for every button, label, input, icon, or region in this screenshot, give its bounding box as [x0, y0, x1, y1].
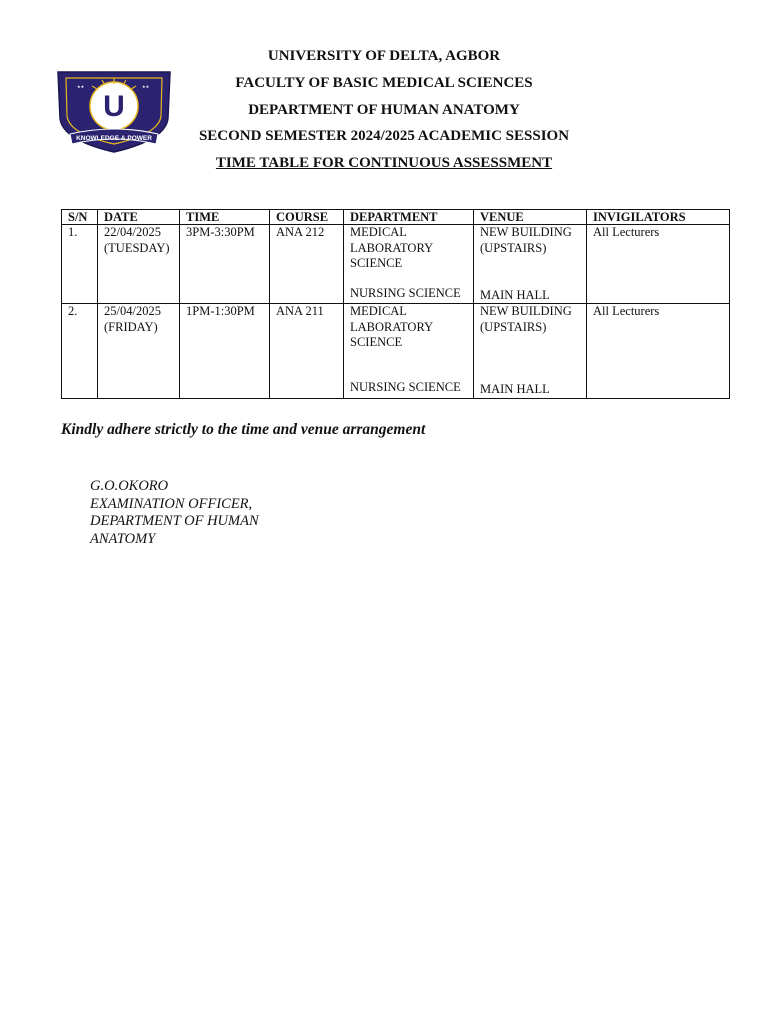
header-course: COURSE	[270, 210, 344, 225]
cell-date	[98, 225, 180, 304]
dept-line: MEDICAL	[350, 304, 407, 318]
cell-day-value: (TUESDAY)	[104, 240, 170, 255]
cell-time: 3PM-3:30PM	[180, 225, 270, 304]
cell-course: ANA 212	[270, 225, 344, 304]
venue-line: (UPSTAIRS)	[480, 319, 547, 334]
cell-course: ANA 211	[270, 304, 344, 399]
cell-venue	[474, 225, 587, 304]
university-name: UNIVERSITY OF DELTA, AGBOR	[267, 48, 501, 64]
header-department: DEPARTMENT	[344, 210, 474, 225]
cell-department	[344, 304, 474, 399]
cell-date-value: 25/04/2025	[104, 304, 161, 318]
document-title-text: TIME TABLE FOR CONTINUOUS ASSESSMENT	[215, 155, 553, 171]
cell-time: 1PM-1:30PM	[180, 304, 270, 399]
cell-venue	[474, 304, 587, 399]
cell-invigilators: All Lecturers	[587, 304, 730, 399]
logo-motto: KNOWLEDGE & POWER	[76, 135, 152, 142]
cell-department	[344, 225, 474, 304]
document-title	[0, 153, 768, 173]
faculty-name: FACULTY OF BASIC MEDICAL SCIENCES	[235, 75, 533, 91]
dept-second: NURSING SCIENCE	[350, 379, 461, 394]
header-sn: S/N	[62, 210, 98, 225]
venue-second: MAIN HALL	[480, 381, 550, 396]
dept-second: NURSING SCIENCE	[350, 285, 461, 300]
cell-sn: 2.	[62, 304, 98, 399]
venue-line: NEW BUILDING	[480, 304, 572, 318]
dept-line: SCIENCE	[350, 256, 403, 270]
venue-line: (UPSTAIRS)	[480, 240, 547, 255]
header-time: TIME	[180, 210, 270, 225]
svg-text:★★: ★★	[142, 84, 150, 89]
header-invigilators: INVIGILATORS	[587, 210, 730, 225]
table-header-row	[62, 210, 730, 225]
table-row	[62, 304, 730, 399]
dept-line: SCIENCE	[350, 335, 403, 349]
cell-sn: 1.	[62, 225, 98, 304]
dept-line: LABORATORY	[350, 319, 434, 334]
department-name: DEPARTMENT OF HUMAN ANATOMY	[248, 102, 520, 118]
dept-line: MEDICAL	[350, 225, 407, 239]
instruction-note: Kindly adhere strictly to the time and venue arrangement	[61, 421, 426, 438]
table-row	[62, 225, 730, 304]
venue-line: NEW BUILDING	[480, 225, 572, 239]
header-venue: VENUE	[474, 210, 587, 225]
signatory-title-line: DEPARTMENT OF HUMAN	[90, 513, 259, 529]
signatory-name: G.O.OKORO	[90, 478, 169, 494]
dept-line: LABORATORY	[350, 240, 434, 255]
svg-text:★★: ★★	[77, 84, 85, 89]
svg-text:U: U	[103, 90, 125, 123]
header-date: DATE	[98, 210, 180, 225]
cell-day-value: (FRIDAY)	[104, 319, 158, 334]
signature-block	[90, 478, 259, 548]
session-line: SECOND SEMESTER 2024/2025 ACADEMIC SESSION	[198, 128, 570, 144]
signatory-title-line: ANATOMY	[90, 530, 156, 547]
cell-invigilators: All Lecturers	[587, 225, 730, 304]
cell-date	[98, 304, 180, 399]
venue-second: MAIN HALL	[480, 287, 550, 302]
cell-date-value: 22/04/2025	[104, 225, 161, 239]
signatory-title-line: EXAMINATION OFFICER,	[90, 495, 253, 512]
timetable	[61, 209, 730, 399]
